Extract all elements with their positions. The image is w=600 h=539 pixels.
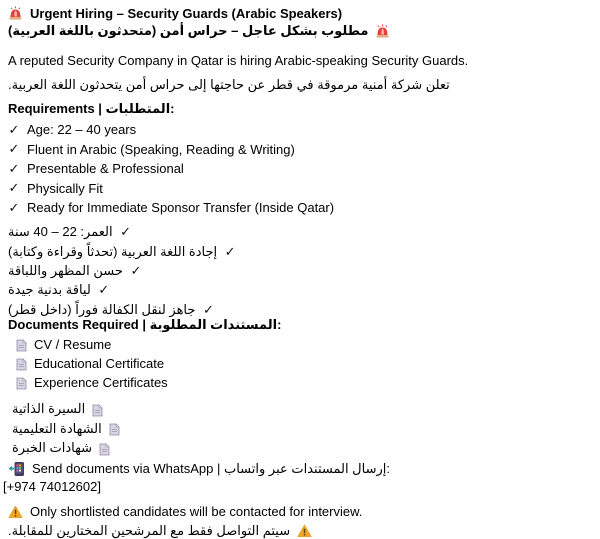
requirement-text: Fluent in Arabic (Speaking, Reading & Writing) bbox=[27, 141, 295, 157]
document-text: Experience Certificates bbox=[34, 375, 168, 391]
requirements-list-en bbox=[8, 120, 592, 218]
title-row-ar bbox=[8, 22, 592, 40]
intro-text-ar: تعلن شركة أمنية مرموقة في قطر عن حاجتها إلى حراس أمن يتحدثون اللغة العربية. bbox=[8, 77, 450, 92]
warning-icon bbox=[8, 505, 23, 519]
check-icon: ✓ bbox=[224, 243, 236, 259]
document-text-arabic: السيرة الذاتية bbox=[12, 401, 86, 417]
check-icon: ✓ bbox=[8, 160, 20, 176]
list-item bbox=[8, 401, 592, 420]
title-row-en bbox=[8, 4, 592, 22]
list-item bbox=[8, 374, 592, 393]
requirement-text-arabic: حسن المظهر واللباقة bbox=[8, 262, 123, 278]
intro-text-en: A reputed Security Company in Qatar is hiring Arabic-speaking Security Guards. bbox=[8, 53, 469, 68]
list-item bbox=[8, 159, 592, 179]
requirement-text-arabic: جاهز لنقل الكفالة فوراً (داخل قطر) bbox=[8, 301, 196, 317]
document-text-arabic: الشهادة التعليمية bbox=[12, 420, 102, 436]
list-item bbox=[8, 261, 592, 280]
requirement-text: Age: 22 – 40 years bbox=[27, 122, 137, 138]
phone-send-icon bbox=[8, 461, 25, 477]
list-item bbox=[8, 198, 592, 218]
check-icon: ✓ bbox=[130, 262, 142, 278]
list-item bbox=[8, 223, 592, 242]
warning-icon bbox=[297, 524, 312, 538]
check-icon: ✓ bbox=[120, 224, 132, 240]
document-icon bbox=[16, 377, 27, 390]
siren-icon bbox=[8, 6, 23, 21]
list-item bbox=[8, 120, 592, 140]
document-text-arabic: شهادات الخبرة bbox=[12, 440, 92, 456]
check-icon: ✓ bbox=[8, 141, 20, 157]
check-icon: ✓ bbox=[8, 199, 20, 215]
requirement-text: Presentable & Professional bbox=[27, 161, 184, 177]
note-row-ar bbox=[8, 522, 592, 539]
requirements-list-ar bbox=[8, 223, 592, 320]
list-item bbox=[8, 355, 592, 374]
note-text-en: Only shortlisted candidates will be contacted for interview. bbox=[30, 504, 363, 520]
document-text: Educational Certificate bbox=[34, 356, 165, 372]
list-item bbox=[8, 439, 592, 458]
requirement-text-arabic: العمر: 22 – 40 سنة bbox=[8, 224, 113, 240]
document-text: CV / Resume bbox=[34, 336, 112, 352]
list-item bbox=[8, 420, 592, 439]
check-icon: ✓ bbox=[202, 301, 214, 317]
documents-list-ar bbox=[8, 401, 592, 459]
list-item bbox=[8, 335, 592, 354]
list-item bbox=[8, 242, 592, 261]
documents-heading: Documents Required | المستندات المطلوبة: bbox=[8, 317, 282, 333]
requirements-heading: Requirements | المتطلبات: bbox=[8, 101, 175, 116]
note-text-ar: سيتم التواصل فقط مع المرشحين المختارين للمقابلة. bbox=[8, 522, 291, 538]
check-icon: ✓ bbox=[8, 180, 20, 196]
requirement-text: Physically Fit bbox=[27, 180, 103, 196]
requirement-text-arabic: لياقة بدنية جيدة bbox=[8, 282, 91, 298]
siren-icon bbox=[375, 24, 390, 39]
page-title: Urgent Hiring – Security Guards (Arabic Speakers) bbox=[30, 5, 343, 21]
requirement-text-arabic: إجادة اللغة العربية (تحدثاً وقراءة وكتابة) bbox=[8, 243, 218, 259]
requirement-text: Ready for Immediate Sponsor Transfer (Inside Qatar) bbox=[27, 200, 335, 216]
document-icon bbox=[99, 443, 110, 456]
document-icon bbox=[16, 339, 27, 352]
list-item bbox=[8, 140, 592, 160]
documents-list-en bbox=[8, 335, 592, 393]
list-item bbox=[8, 179, 592, 199]
check-icon: ✓ bbox=[8, 121, 20, 137]
document-icon bbox=[109, 423, 120, 436]
whatsapp-contact-row bbox=[8, 460, 592, 478]
whatsapp-contact-text: Send documents via WhatsApp | إرسال المستندات عبر واتساب: bbox=[32, 460, 390, 476]
document-icon bbox=[92, 404, 103, 417]
page-title-arabic: مطلوب بشكل عاجل – حراس أمن (متحدثون باللغة العربية) bbox=[8, 23, 369, 38]
phone-number: [+974 74012602] bbox=[3, 478, 101, 494]
check-icon: ✓ bbox=[98, 282, 110, 298]
document-icon bbox=[16, 358, 27, 371]
note-row-en bbox=[8, 503, 592, 521]
list-item bbox=[8, 281, 592, 300]
